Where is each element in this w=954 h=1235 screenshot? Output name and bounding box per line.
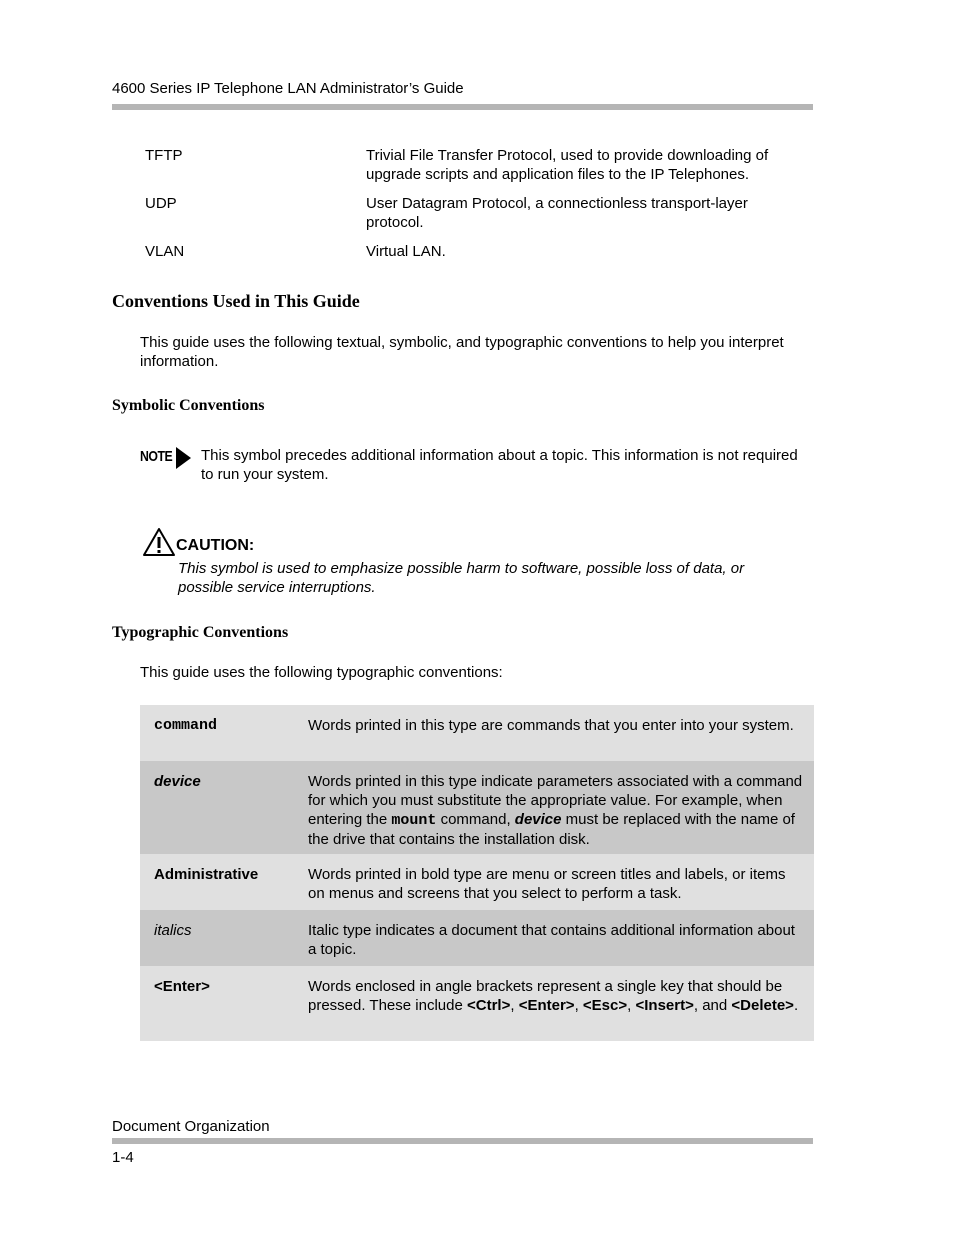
- note-label: NOTE: [140, 448, 173, 465]
- subsection-heading-typographic: Typographic Conventions: [112, 624, 289, 641]
- footer-section-title: Document Organization: [112, 1118, 270, 1135]
- inline-term: device: [514, 811, 562, 828]
- table-row: [140, 910, 814, 966]
- running-header: 4600 Series IP Telephone LAN Administrator’s Guide: [112, 80, 464, 97]
- table-row: [140, 761, 814, 854]
- note-text: This symbol precedes additional information about a topic. This information is not required to run your system.: [201, 447, 798, 483]
- inline-code: mount: [391, 812, 437, 829]
- section-heading-conventions: Conventions Used in This Guide: [112, 291, 360, 311]
- key-esc: <Esc>: [582, 997, 628, 1014]
- key-insert: <Insert>: [635, 997, 694, 1014]
- note-arrow-icon: [176, 447, 191, 469]
- key-enter: <Enter>: [518, 997, 575, 1014]
- glossary-definition: Trivial File Transfer Protocol, used to provide downloading of upgrade scripts and application files to the IP Telephones.: [366, 147, 769, 183]
- typographic-intro: This guide uses the following typographic conventions:: [140, 664, 503, 681]
- glossary-term: VLAN: [145, 243, 185, 260]
- glossary-definition: User Datagram Protocol, a connectionless transport-layer protocol.: [366, 195, 748, 231]
- conventions-intro: This guide uses the following textual, symbolic, and typographic conventions to help you interpret information.: [140, 334, 784, 370]
- header-rule: [112, 104, 813, 110]
- table-row: [140, 966, 814, 1041]
- caution-label: CAUTION:: [176, 537, 255, 554]
- convention-description: Words printed in this type indicate parameters associated with a command for which you must substitute the appropriate value. For example, when entering the mount command, device must be replaced with the name of the drive that contains the installation disk.: [308, 773, 803, 848]
- convention-description: Words enclosed in angle brackets represent a single key that should be pressed. These include <Ctrl>, <Enter>, <Esc>, <Insert>, and <Delete>.: [308, 978, 799, 1014]
- caution-triangle-icon: [142, 527, 176, 557]
- page-number: 1-4: [112, 1149, 134, 1166]
- glossary-term: UDP: [145, 195, 177, 212]
- convention-term: Administrative: [154, 866, 259, 883]
- table-row: [140, 705, 814, 761]
- footer-rule: [112, 1138, 813, 1144]
- convention-term: command: [154, 717, 218, 734]
- glossary-term: TFTP: [145, 147, 183, 164]
- glossary-definition: Virtual LAN.: [366, 243, 446, 260]
- note-icon: [140, 447, 192, 469]
- convention-term: device: [154, 773, 201, 790]
- typographic-conventions-table: [140, 705, 814, 1041]
- caution-text: This symbol is used to emphasize possible harm to software, possible loss of data, or possible service interruptions.: [178, 560, 745, 596]
- table-row: [140, 854, 814, 910]
- convention-description: Italic type indicates a document that contains additional information about a topic.: [308, 922, 795, 958]
- convention-description: Words printed in this type are commands that you enter into your system.: [308, 717, 794, 734]
- key-delete: <Delete>: [731, 997, 794, 1014]
- key-ctrl: <Ctrl>: [467, 997, 511, 1014]
- convention-term: italics: [154, 922, 192, 939]
- subsection-heading-symbolic: Symbolic Conventions: [112, 397, 265, 414]
- convention-term: <Enter>: [154, 978, 210, 995]
- convention-description: Words printed in bold type are menu or screen titles and labels, or items on menus and screens that you select to perform a task.: [308, 866, 786, 902]
